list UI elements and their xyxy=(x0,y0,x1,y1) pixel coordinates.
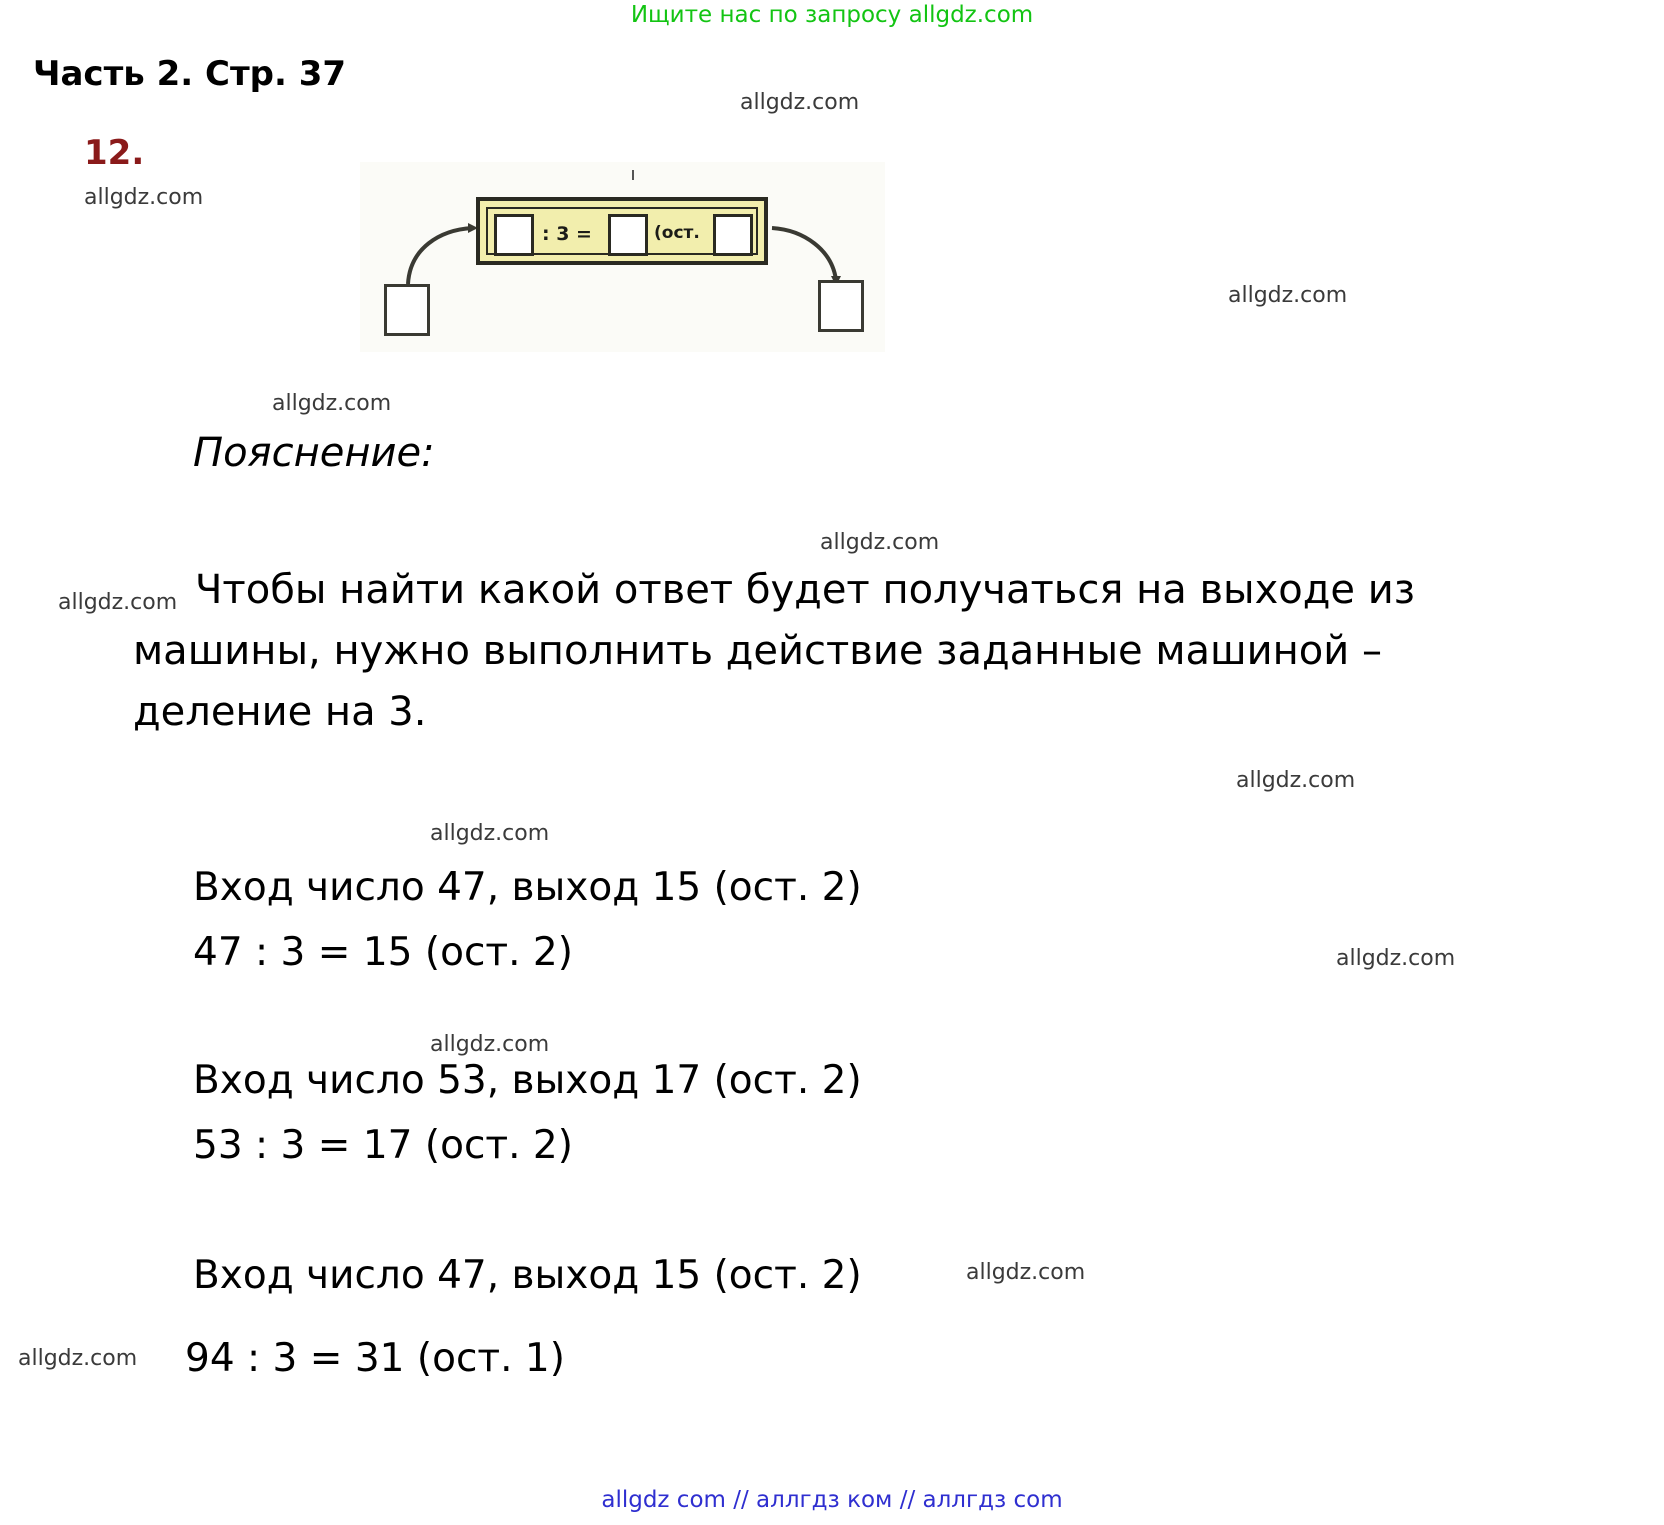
machine-remainder-slot[interactable] xyxy=(713,214,753,256)
page-title: Часть 2. Стр. 37 xyxy=(33,54,347,94)
answer-statement-3: Вход число 47, выход 15 (ост. 2) xyxy=(193,1253,862,1298)
watermark: allgdz.com xyxy=(272,391,392,416)
answer-equation-3: 94 : 3 = 31 (ост. 1) xyxy=(185,1336,565,1381)
explanation-paragraph: Чтобы найти какой ответ будет получаться на выходе из машины, нужно выполнить действие заданные машиной – деление на 3. xyxy=(133,567,1416,735)
figure-tick-mark xyxy=(632,170,634,180)
watermark: allgdz.com xyxy=(430,1032,550,1057)
answer-statement-2: Вход число 53, выход 17 (ост. 2) xyxy=(193,1058,862,1103)
answer-equation-1: 47 : 3 = 15 (ост. 2) xyxy=(193,930,573,975)
explanation-heading: Пояснение: xyxy=(193,430,435,476)
watermark: allgdz.com xyxy=(966,1260,1086,1285)
machine-remainder-label: (ост. xyxy=(654,223,700,243)
watermark: allgdz.com xyxy=(1336,946,1456,971)
machine-input-slot[interactable] xyxy=(494,214,534,256)
watermark: allgdz.com xyxy=(1236,768,1356,793)
watermark: allgdz.com xyxy=(740,90,860,115)
answer-equation-2: 53 : 3 = 17 (ост. 2) xyxy=(193,1123,573,1168)
machine-quotient-slot[interactable] xyxy=(608,214,648,256)
function-machine-figure xyxy=(360,162,885,352)
watermark: allgdz.com xyxy=(820,530,940,555)
machine-operator-label: : 3 = xyxy=(542,223,592,245)
watermark: allgdz.com xyxy=(1228,283,1348,308)
output-box[interactable] xyxy=(818,280,864,332)
watermark: allgdz.com xyxy=(84,185,204,210)
watermark: allgdz.com xyxy=(430,821,550,846)
watermark: allgdz.com xyxy=(18,1346,138,1371)
watermark: allgdz.com xyxy=(58,590,178,615)
machine-body xyxy=(476,197,768,265)
top-promo-banner: Ищите нас по запросу allgdz.com xyxy=(630,2,1034,28)
input-box[interactable] xyxy=(384,284,430,336)
bottom-promo-banner: allgdz com // аллгдз ком // аллгдз com xyxy=(601,1487,1063,1513)
answer-statement-1: Вход число 47, выход 15 (ост. 2) xyxy=(193,865,862,910)
task-number: 12. xyxy=(84,133,145,173)
